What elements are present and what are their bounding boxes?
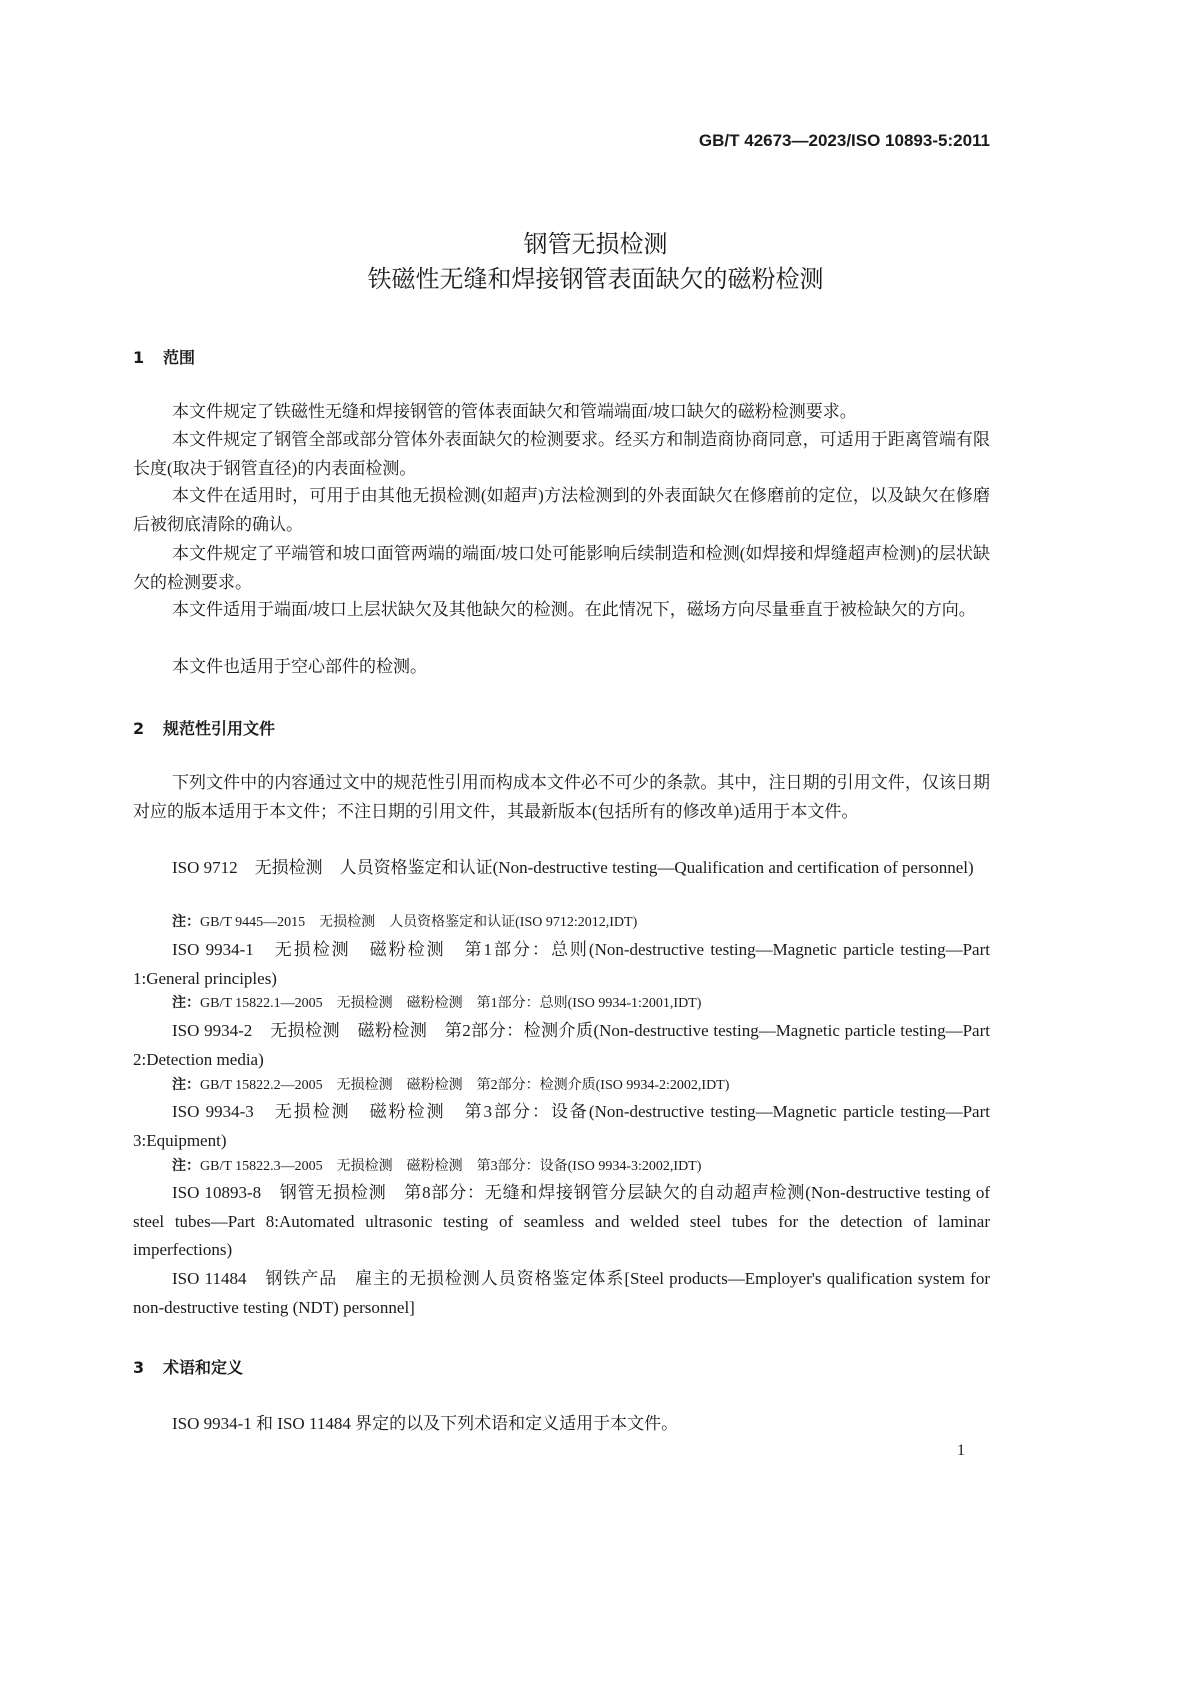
note-text: GB/T 15822.1—2005 无损检测 磁粉检测 第1部分：总则(ISO 9934-1:2001,IDT) bbox=[200, 996, 702, 1011]
paragraph: 本文件适用于端面/坡口上层状缺欠及其他缺欠的检测。在此情况下，磁场方向尽量垂直于被检缺欠的方向。 bbox=[172, 600, 976, 619]
note-text: GB/T 15822.3—2005 无损检测 磁粉检测 第3部分：设备(ISO 9934-3:2002,IDT) bbox=[200, 1159, 702, 1174]
paragraph: 本文件规定了平端管和坡口面管两端的端面/坡口处可能影响后续制造和检测(如焊接和焊缝超声检测)的层状缺欠的检测要求。 bbox=[133, 544, 990, 592]
reference-item: ISO 9934-2 无损检测 磁粉检测 第2部分：检测介质(Non-destructive testing—Magnetic particle testing—Part 2:Detection media) bbox=[133, 1021, 990, 1069]
note-label: 注： bbox=[172, 914, 200, 930]
section-number: 1 bbox=[133, 348, 145, 367]
section-heading-1 bbox=[133, 345, 195, 368]
note-label: 注： bbox=[172, 1077, 200, 1093]
section-number: 2 bbox=[133, 719, 145, 738]
section-title: 范围 bbox=[163, 348, 196, 367]
section-number: 3 bbox=[133, 1358, 145, 1377]
reference-note bbox=[172, 993, 990, 1014]
page-number: 1 bbox=[957, 1442, 965, 1459]
section-heading-3 bbox=[133, 1355, 243, 1378]
note-text: GB/T 9445—2015 无损检测 人员资格鉴定和认证(ISO 9712:2012,IDT) bbox=[200, 915, 638, 930]
reference-note bbox=[172, 912, 990, 933]
reference-item: ISO 9712 无损检测 人员资格鉴定和认证(Non-destructive testing—Qualification and certification of personnel) bbox=[172, 858, 974, 877]
reference-note bbox=[172, 1156, 990, 1177]
section-title: 规范性引用文件 bbox=[163, 719, 276, 738]
reference-item: ISO 10893-8 钢管无损检测 第8部分：无缝和焊接钢管分层缺欠的自动超声检测(Non-destructive testing of steel tubes—Part 8:Automated ultrasonic testing of seamless and welded steel tubes for the detection of laminar imperfections) bbox=[133, 1183, 990, 1259]
reference-item: ISO 9934-1 无损检测 磁粉检测 第1部分：总则(Non-destructive testing—Magnetic particle testing—Part 1:General principles) bbox=[133, 940, 990, 988]
document-code-header: GB/T 42673—2023/ISO 10893-5:2011 bbox=[698, 131, 990, 150]
note-label: 注： bbox=[172, 1158, 200, 1174]
reference-item: ISO 9934-3 无损检测 磁粉检测 第3部分：设备(Non-destructive testing—Magnetic particle testing—Part 3:Equipment) bbox=[133, 1102, 990, 1150]
paragraph: 本文件也适用于空心部件的检测。 bbox=[172, 657, 427, 676]
document-title-line2: 铁磁性无缝和焊接钢管表面缺欠的磁粉检测 bbox=[367, 265, 824, 293]
reference-note bbox=[172, 1075, 990, 1096]
document-title-line1: 钢管无损检测 bbox=[523, 230, 668, 258]
note-text: GB/T 15822.2—2005 无损检测 磁粉检测 第2部分：检测介质(ISO 9934-2:2002,IDT) bbox=[200, 1078, 730, 1093]
paragraph: 本文件在适用时，可用于由其他无损检测(如超声)方法检测到的外表面缺欠在修磨前的定位，以及缺欠在修磨后被彻底清除的确认。 bbox=[133, 486, 990, 534]
section-title: 术语和定义 bbox=[163, 1358, 244, 1377]
paragraph: 本文件规定了铁磁性无缝和焊接钢管的管体表面缺欠和管端端面/坡口缺欠的磁粉检测要求。 bbox=[172, 402, 857, 421]
paragraph: ISO 9934-1 和 ISO 11484 界定的以及下列术语和定义适用于本文件。 bbox=[172, 1414, 679, 1433]
paragraph: 本文件规定了钢管全部或部分管体外表面缺欠的检测要求。经买方和制造商协商同意，可适用于距离管端有限长度(取决于钢管直径)的内表面检测。 bbox=[133, 430, 990, 478]
section-heading-2 bbox=[133, 716, 275, 739]
note-label: 注： bbox=[172, 995, 200, 1011]
paragraph: 下列文件中的内容通过文中的规范性引用而构成本文件必不可少的条款。其中，注日期的引用文件，仅该日期对应的版本适用于本文件；不注日期的引用文件，其最新版本(包括所有的修改单)适用于本文件。 bbox=[133, 773, 990, 821]
reference-item: ISO 11484 钢铁产品 雇主的无损检测人员资格鉴定体系[Steel products—Employer's qualification system for non-destructive testing (NDT) personnel] bbox=[133, 1269, 990, 1317]
